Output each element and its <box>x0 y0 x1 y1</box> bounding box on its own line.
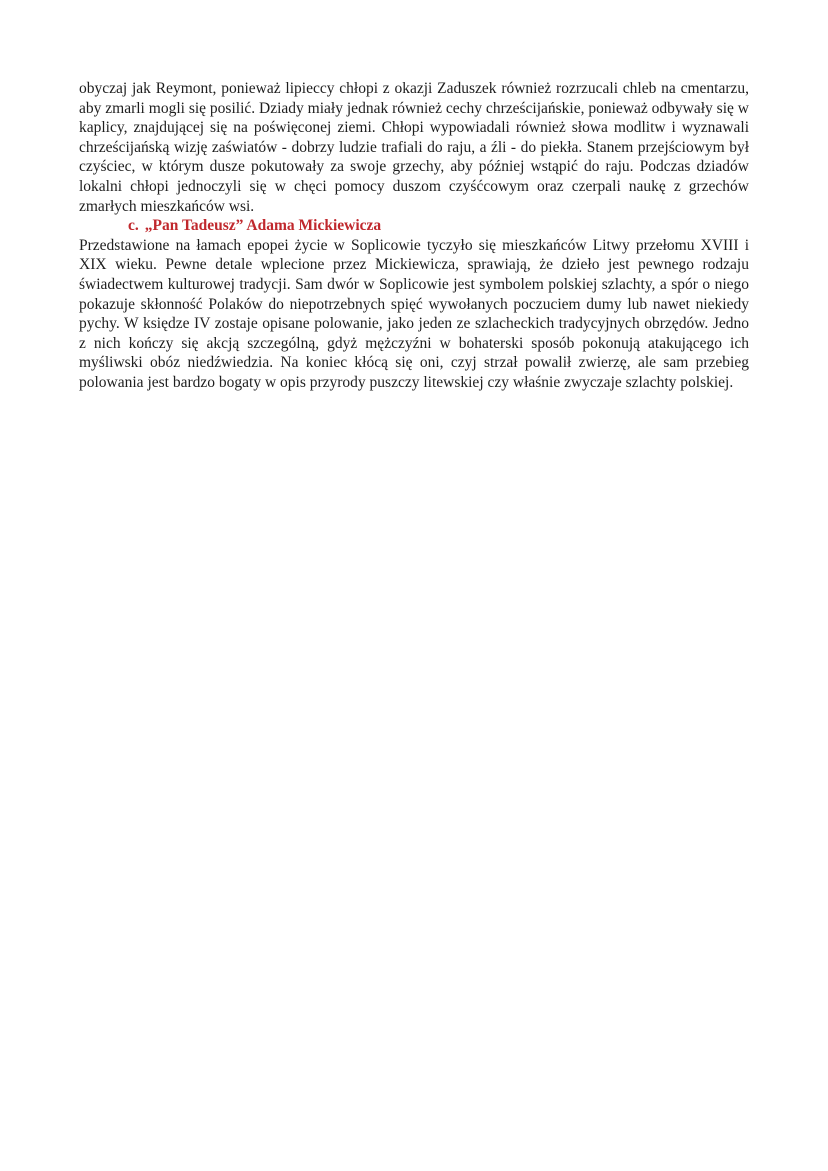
section-heading <box>79 216 749 236</box>
intro-paragraph: obyczaj jak Reymont, ponieważ lipieccy chłopi z okazji Zaduszek również rozrzucali chleb na cmentarzu, aby zmarli mogli się posilić. Dziady miały jednak również cechy chrześcijańskie, ponieważ odbywały się w kaplicy, znajdującej się na poświęconej ziemi. Chłopi wypowiadali również słowa modlitw i wyznawali chrześcijańską wizję zaświatów - dobrzy ludzie trafiali do raju, a źli - do piekła. Stanem przejściowym był czyściec, w którym dusze pokutowały za swoje grzechy, aby później wstąpić do raju. Podczas dziadów lokalni chłopi jednoczyli się w chęci pomocy duszom czyśćcowym oraz czerpali naukę z grzechów zmarłych mieszkańców wsi. <box>79 80 749 215</box>
section-heading-letter: c. <box>128 217 139 235</box>
section-paragraph: Przedstawione na łamach epopei życie w Soplicowie tyczyło się mieszkańców Litwy przełomu XVIII i XIX wieku. Pewne detale wplecione przez Mickiewicza, sprawiają, że dzieło jest pewnego rodzaju świadectwem kulturowej tradycji. Sam dwór w Soplicowie jest symbolem polskiej szlachty, a spór o niego pokazuje skłonność Polaków do niepotrzebnych spięć wywołanych poczuciem dumy lub nawet niekiedy pychy. W księdze IV zostaje opisane polowanie, jako jeden ze szlacheckich tradycyjnych obrzędów. Jedno z nich kończy się akcją szczególną, gdyż mężczyźni w bohaterski sposób pokonują atakującego ich myśliwski obóz niedźwiedzia. Na koniec kłócą się oni, czyj strzał powalił zwierzę, ale sam przebieg polowania jest bardzo bogaty w opis przyrody puszczy litewskiej czy właśnie zwyczaje szlachty polskiej. <box>79 236 749 391</box>
document-body <box>79 79 749 393</box>
section-heading-title: „Pan Tadeusz” Adama Mickiewicza <box>144 217 382 235</box>
